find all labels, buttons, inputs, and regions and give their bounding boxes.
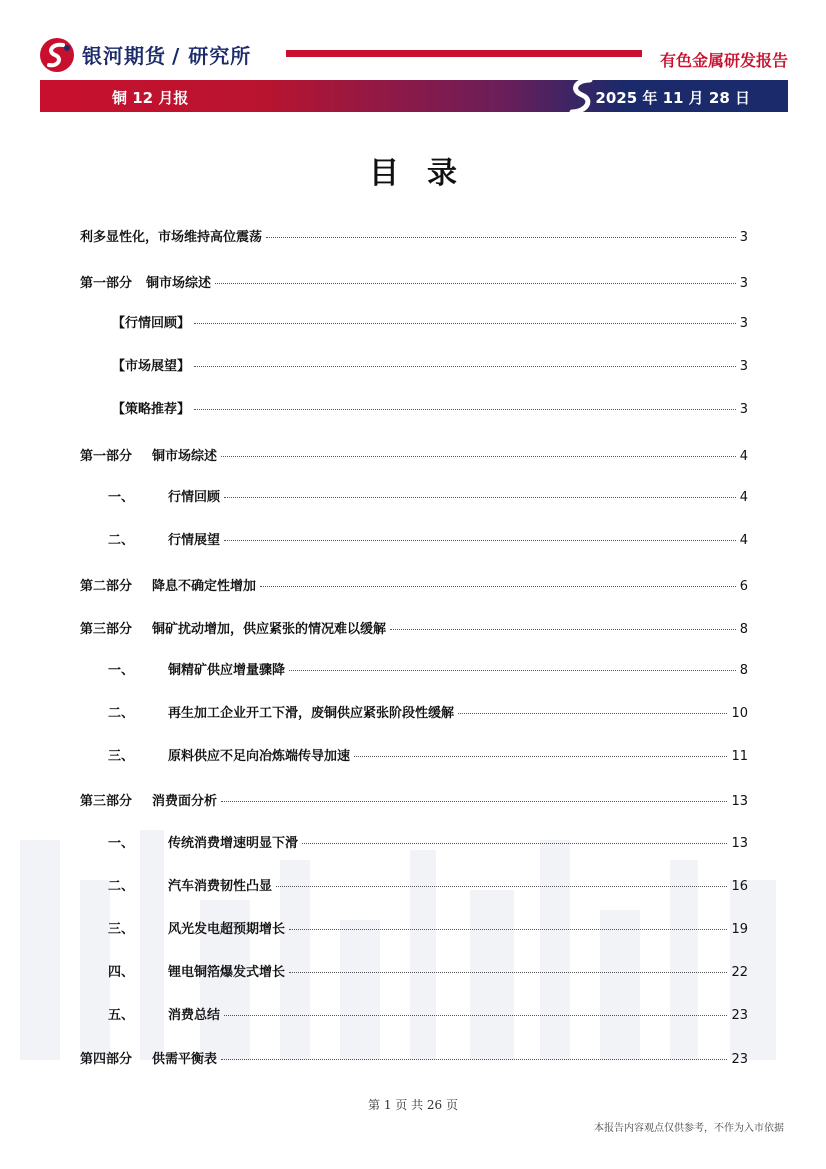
toc-entry-label: 汽车消费韧性凸显 <box>168 879 273 894</box>
toc-entry[interactable] <box>80 918 748 942</box>
toc-entry[interactable] <box>80 875 748 899</box>
toc-entry-page: 3 <box>739 230 748 245</box>
header-band <box>40 80 788 112</box>
disclaimer: 本报告内容观点仅供参考，不作为入市依据 <box>594 1123 784 1134</box>
brand-name <box>82 40 251 69</box>
toc-entry-label: 消费面分析 <box>152 794 218 809</box>
toc-entry-number: 三、 <box>108 749 135 764</box>
report-date: 2025 年 11 月 28 日 <box>595 89 750 107</box>
toc-entry-page: 8 <box>739 663 748 678</box>
toc-entry[interactable] <box>80 575 748 599</box>
toc-entry-number: 三、 <box>108 922 135 937</box>
toc-entry[interactable] <box>80 1048 748 1072</box>
toc-entry-label: 原料供应不足向冶炼端传导加速 <box>168 749 351 764</box>
toc-entry-number: 一、 <box>108 490 135 505</box>
institute-name: / 研究所 <box>172 44 252 68</box>
toc-entry-page: 13 <box>731 794 748 809</box>
toc-entry-label: 【市场展望】 <box>112 359 191 374</box>
toc-entry-label: 再生加工企业开工下滑，废铜供应紧张阶段性缓解 <box>168 706 455 721</box>
toc-entry-number: 五、 <box>108 1008 135 1023</box>
toc-entry-page: 23 <box>731 1008 748 1023</box>
toc-entry-number: 二、 <box>108 533 135 548</box>
toc-leader <box>390 629 736 630</box>
toc-entry-label: 消费总结 <box>168 1008 221 1023</box>
toc-leader <box>266 237 736 238</box>
toc-entry-page: 10 <box>731 706 748 721</box>
toc-entry[interactable] <box>80 226 748 250</box>
toc-entry-page: 3 <box>739 316 748 331</box>
toc-leader <box>215 283 736 284</box>
toc-entry-label: 行情回顾 <box>168 490 221 505</box>
toc-leader <box>224 1015 727 1016</box>
toc-entry-label: 【策略推荐】 <box>112 402 191 417</box>
toc-entry-page: 3 <box>739 402 748 417</box>
toc-entry-number: 二、 <box>108 879 135 894</box>
toc-entry-label: 利多显性化，市场维持高位震荡 <box>80 230 263 245</box>
toc-entry[interactable] <box>80 312 748 336</box>
toc-entry-label: 锂电铜箔爆发式增长 <box>168 965 286 980</box>
page-title: 目录 <box>369 156 485 191</box>
toc-entry-page: 4 <box>739 490 748 505</box>
toc-entry-page: 13 <box>731 836 748 851</box>
toc-entry-label: 降息不确定性增加 <box>152 579 257 594</box>
toc-leader <box>260 586 736 587</box>
toc-leader <box>224 497 736 498</box>
toc-entry-label: 铜精矿供应增量骤降 <box>168 663 286 678</box>
toc-entry-page: 4 <box>739 449 748 464</box>
toc-entry-label: 铜市场综述 <box>146 276 212 291</box>
toc-entry[interactable] <box>80 486 748 510</box>
toc-leader <box>289 670 736 671</box>
toc-entry-number: 第三部分 <box>80 794 133 809</box>
toc-entry[interactable] <box>80 745 748 769</box>
toc-entry-number: 第二部分 <box>80 579 133 594</box>
toc-entry-page: 16 <box>731 879 748 894</box>
header-red-rule <box>286 50 642 57</box>
toc-leader <box>354 756 727 757</box>
toc-entry[interactable] <box>80 529 748 553</box>
toc-entry-number: 四、 <box>108 965 135 980</box>
toc-entry-page: 19 <box>731 922 748 937</box>
toc-entry-number: 一、 <box>108 836 135 851</box>
toc-entry-page: 6 <box>739 579 748 594</box>
toc-entry[interactable] <box>80 445 748 469</box>
toc-entry[interactable] <box>80 618 748 642</box>
toc-leader <box>458 713 727 714</box>
toc-entry-label: 行情展望 <box>168 533 221 548</box>
toc-entry-page: 3 <box>739 276 748 291</box>
toc-entry-number: 第三部分 <box>80 622 133 637</box>
toc-leader <box>221 456 736 457</box>
toc-entry-number: 一、 <box>108 663 135 678</box>
galaxy-logo-icon <box>38 36 76 74</box>
toc-leader <box>289 972 727 973</box>
toc-entry[interactable] <box>80 832 748 856</box>
report-type: 有色金属研发报告 <box>659 51 788 70</box>
toc-entry-page: 23 <box>731 1052 748 1067</box>
watermark-graphic <box>0 820 826 1080</box>
toc-entry-label: 【行情回顾】 <box>112 316 191 331</box>
toc-leader <box>194 409 736 410</box>
toc-entry-number: 二、 <box>108 706 135 721</box>
toc-entry-page: 11 <box>731 749 748 764</box>
toc-leader <box>221 1059 727 1060</box>
toc-entry-page: 22 <box>731 965 748 980</box>
toc-leader <box>276 886 727 887</box>
toc-entry-label: 传统消费增速明显下滑 <box>168 836 299 851</box>
toc-entry-page: 4 <box>739 533 748 548</box>
toc-leader <box>194 366 736 367</box>
toc-entry[interactable] <box>80 702 748 726</box>
report-name: 铜 12 月报 <box>112 89 189 107</box>
toc-leader <box>221 801 727 802</box>
toc-entry[interactable] <box>80 1004 748 1028</box>
toc-entry-number: 第四部分 <box>80 1052 133 1067</box>
toc-entry[interactable] <box>80 961 748 985</box>
toc-entry-number: 第一部分 <box>80 449 133 464</box>
toc-entry-label: 铜矿扰动增加，供应紧张的情况难以缓解 <box>152 622 387 637</box>
toc-leader <box>302 843 727 844</box>
toc-leader <box>289 929 727 930</box>
company-name: 银河期货 <box>82 44 166 68</box>
toc-entry[interactable] <box>80 355 748 379</box>
toc-entry[interactable] <box>80 272 748 296</box>
toc-entry-label: 风光发电超预期增长 <box>168 922 286 937</box>
toc-entry-page: 3 <box>739 359 748 374</box>
page-number: 第 1 页 共 26 页 <box>368 1098 458 1112</box>
toc-leader <box>194 323 736 324</box>
toc-entry[interactable] <box>80 659 748 683</box>
toc-entry[interactable] <box>80 398 748 422</box>
toc-entry-number: 第一部分 <box>80 276 133 291</box>
toc-entry[interactable] <box>80 790 748 814</box>
toc-leader <box>224 540 736 541</box>
toc-entry-label: 供需平衡表 <box>152 1052 218 1067</box>
toc-entry-label: 铜市场综述 <box>152 449 218 464</box>
toc-entry-page: 8 <box>739 622 748 637</box>
